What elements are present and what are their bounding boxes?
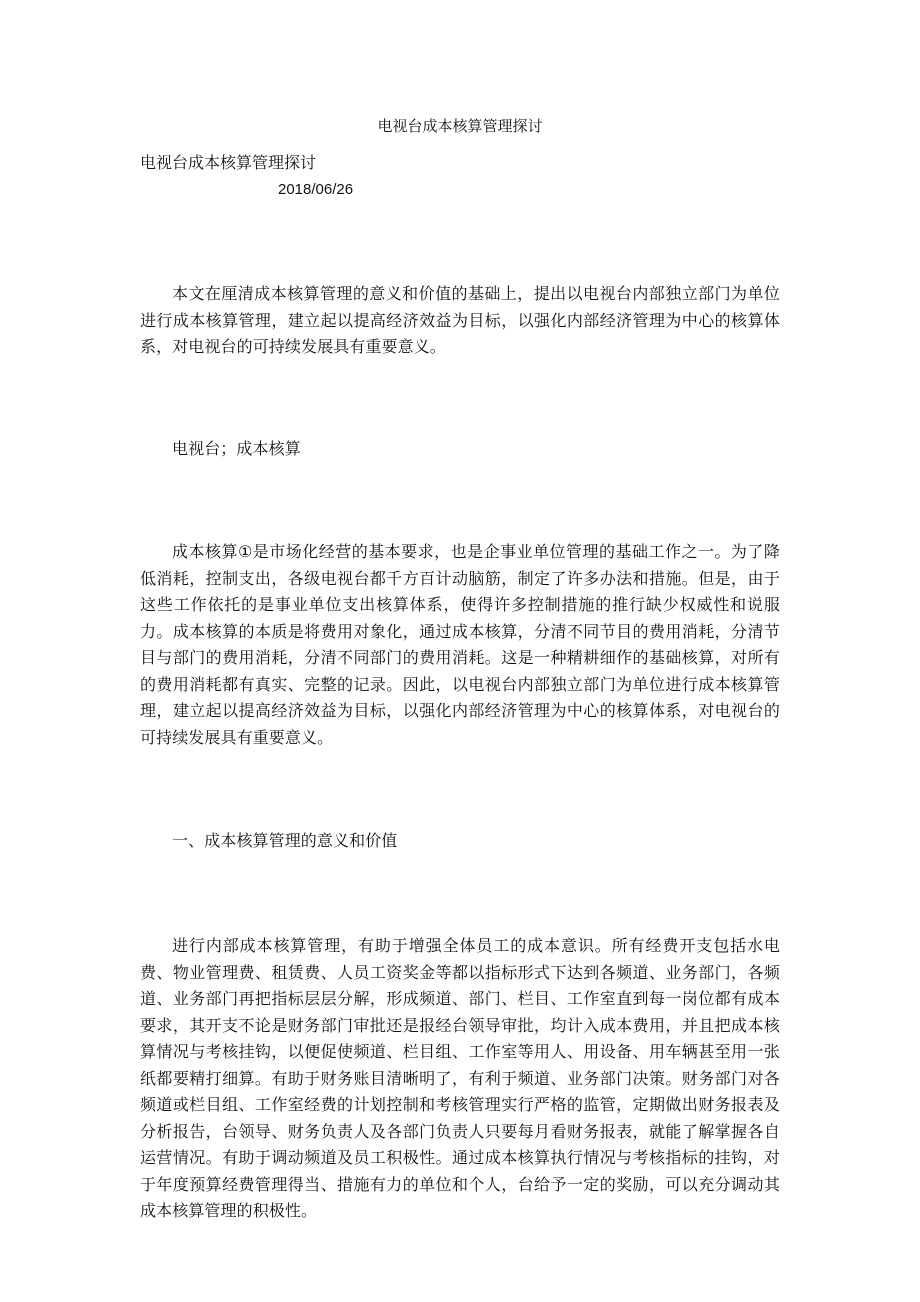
section-body-paragraph: 进行内部成本核算管理，有助于增强全体员工的成本意识。所有经费开支包括水电费、物业管理费、租赁费、人员工资奖金等都以指标形式下达到各频道、业务部门，各频道、业务部门再把指标层层分解，形成频道、部门、栏目、工作室直到每一岗位都有成本要求，其开支不论是财务部门审批还是报经台领导审批，均计入成本费用，并且把成本核算情况与考核挂钩，以便促使频道、栏目组、工作室等用人、用设备、用车辆甚至用一张纸都要精打细算。有助于财务账目清晰明了，有利于频道、业务部门决策。财务部门对各频道或栏目组、工作室经费的计划控制和考核管理实行严格的监管，定期做出财务报表及分析报告，台领导、财务负责人及各部门负责人只要每月看财务报表，就能了解掌握各自运营情况。有助于调动频道及员工积极性。通过成本核算执行情况与考核指标的挂钩，对于年度预算经费管理得当、措施有力的单位和个人，台给予一定的奖励，可以充分调动其成本核算管理的积极性。 (140, 936, 780, 1220)
intro-paragraph: 成本核算①是市场化经营的基本要求，也是企事业单位管理的基础工作之一。为了降低消耗，控制支出，各级电视台都千方百计动脑筋，制定了许多办法和措施。但是，由于这些工作依托的是事业单位支出核算体系，使得许多控制措施的推行缺少权威性和说服力。成本核算的本质是将费用对象化，通过成本核算，分清不同节目的费用消耗，分清节目与部门的费用消耗，分清不同部门的费用消耗。这是一种精耕细作的基础核算，对所有的费用消耗都有真实、完整的记录。因此，以电视台内部独立部门为单位进行成本核算管理，建立起以提高经济效益为目标，以强化内部经济管理为中心的核算体系，对电视台的可持续发展具有重要意义。 (140, 542, 780, 747)
keywords-line: 电视台；成本核算 (172, 439, 301, 458)
publish-date: 2018/06/26 (278, 181, 354, 198)
document-title: 电视台成本核算管理探讨 (377, 117, 543, 135)
document-subtitle: 电视台成本核算管理探讨 (140, 153, 317, 172)
abstract-paragraph: 本文在厘清成本核算管理的意义和价值的基础上，提出以电视台内部独立部门为单位进行成本核算管理，建立起以提高经济效益为目标，以强化内部经济管理为中心的核算体系，对电视台的可持续发展具有重要意义。 (140, 284, 780, 356)
section-heading: 一、成本核算管理的意义和价值 (172, 831, 398, 850)
